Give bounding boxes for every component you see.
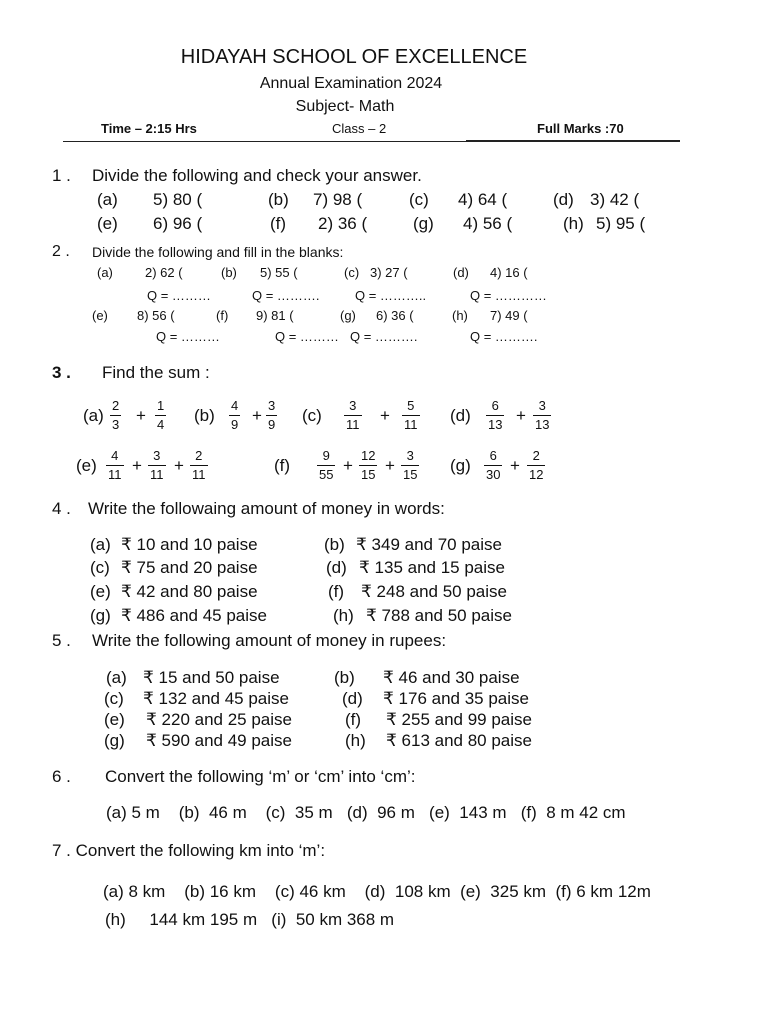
denominator: 9 [231, 417, 239, 433]
q1-item-label: (a) [97, 190, 118, 209]
plus-sign: + [132, 456, 142, 475]
q3-fraction [527, 448, 545, 484]
q3-fraction [155, 398, 166, 434]
q2-item-expr: 4) 16 ( [490, 265, 528, 280]
numerator: 2 [532, 448, 540, 463]
q1-item-expr: 3) 42 ( [590, 190, 640, 209]
numerator: 3 [349, 398, 357, 413]
q3-text: Find the sum : [102, 363, 210, 382]
q2-item-label: (f) [216, 308, 229, 323]
q4-item-text: ₹ 788 and 50 paise [366, 606, 512, 625]
q4-item-label: (g) [90, 606, 111, 625]
numerator: 12 [361, 448, 376, 463]
q3-fraction [486, 398, 504, 434]
q2-item-expr: 8) 56 ( [137, 308, 175, 323]
q4-text: Write the followaing amount of money in words: [88, 499, 445, 518]
q5-item-text: ₹ 15 and 50 paise [143, 668, 280, 687]
school-name: HIDAYAH SCHOOL OF EXCELLENCE [180, 46, 528, 68]
q5-item-label: (e) [104, 710, 125, 729]
q5-number: 5 . [52, 631, 71, 650]
q4-item-text: ₹ 42 and 80 paise [121, 582, 258, 601]
denominator: 15 [403, 467, 418, 483]
q4-item-text: ₹ 75 and 20 paise [121, 558, 258, 577]
denominator: 11 [150, 467, 164, 483]
q1-item-label: (e) [97, 214, 118, 233]
q3-item-label: (a) [83, 406, 104, 425]
q2-quotient-blank: Q = ………. [470, 329, 538, 344]
numerator: 3 [406, 448, 414, 463]
denominator: 13 [488, 417, 503, 433]
q5-item-text: ₹ 220 and 25 paise [146, 710, 292, 729]
q5-item-label: (d) [342, 689, 363, 708]
q1-item-label: (d) [553, 190, 574, 209]
numerator: 4 [111, 448, 119, 463]
q2-quotient-blank: Q = ……….. [355, 288, 427, 303]
q2-quotient-blank: Q = ………. [252, 288, 320, 303]
q5-item-label: (h) [345, 731, 366, 750]
q3-fraction [402, 398, 420, 434]
q1-item-expr: 5) 95 ( [596, 214, 646, 233]
q3-fraction [484, 448, 502, 484]
q2-number: 2 . [52, 243, 70, 260]
q6-text: Convert the following ‘m’ or ‘cm’ into ‘cm’: [105, 767, 416, 786]
q7-items-line2: (h) 144 km 195 m (i) 50 km 368 m [105, 910, 395, 929]
q3-item-label: (e) [76, 456, 97, 475]
q3-fraction [148, 448, 166, 484]
denominator: 30 [486, 467, 501, 483]
q2-item-label: (d) [453, 265, 469, 280]
q5-text: Write the following amount of money in rupees: [92, 631, 447, 650]
q2-item-label: (b) [221, 265, 237, 280]
q2-item-label: (e) [92, 308, 108, 323]
q4-number: 4 . [52, 499, 71, 518]
numerator: 3 [268, 398, 276, 413]
denominator: 11 [108, 467, 122, 483]
plus-sign: + [380, 406, 390, 425]
q2-item-expr: 5) 55 ( [260, 265, 298, 280]
q2-item-label: (g) [340, 308, 356, 323]
denominator: 13 [535, 417, 550, 433]
q2-quotient-blank: Q = ………… [470, 288, 547, 303]
q5-item-text: ₹ 255 and 99 paise [386, 710, 532, 729]
q4-item-text: ₹ 248 and 50 paise [361, 582, 507, 601]
header-rule-accent [466, 140, 680, 142]
exam-title: Annual Examination 2024 [259, 75, 443, 92]
q1-text: Divide the following and check your answer. [92, 166, 422, 185]
q2-text: Divide the following and fill in the blanks: [92, 244, 344, 260]
plus-sign: + [343, 456, 353, 475]
q5-item-text: ₹ 132 and 45 paise [143, 689, 289, 708]
plus-sign: + [174, 456, 184, 475]
q2-item-label: (c) [344, 265, 360, 280]
q4-item-text: ₹ 135 and 15 paise [359, 558, 505, 577]
q3-item-label: (c) [302, 406, 322, 425]
q2-item-expr: 3) 27 ( [370, 265, 408, 280]
denominator: 55 [319, 467, 334, 483]
exam-class: Class – 2 [332, 121, 387, 136]
q2-quotient-blank: Q = ……… [156, 329, 220, 344]
q4-item-label: (f) [328, 582, 345, 601]
q5-item-label: (g) [104, 731, 125, 750]
q1-item-label: (f) [270, 214, 287, 233]
full-marks: Full Marks :70 [537, 121, 624, 136]
q2-item-label: (a) [97, 265, 113, 280]
q3-number: 3 . [52, 363, 71, 382]
denominator: 4 [157, 417, 165, 433]
q1-item-label: (h) [563, 214, 584, 233]
q5-item-label: (a) [106, 668, 127, 687]
q1-number: 1 . [52, 166, 71, 185]
q2-item-expr: 9) 81 ( [256, 308, 294, 323]
plus-sign: + [516, 406, 526, 425]
q2-item-expr: 7) 49 ( [490, 308, 528, 323]
numerator: 4 [231, 398, 239, 413]
q5-item-text: ₹ 46 and 30 paise [383, 668, 520, 687]
q3-fraction [229, 398, 240, 434]
q3-fraction [533, 398, 551, 434]
numerator: 2 [112, 398, 120, 413]
q3-fraction [110, 398, 121, 434]
q7-items-line1: (a) 8 km (b) 16 km (c) 46 km (d) 108 km (e) 325 km (f) 6 km 12m [103, 882, 651, 901]
denominator: 15 [361, 467, 376, 483]
q3-fraction [344, 398, 362, 434]
q3-fraction [190, 448, 208, 484]
q5-item-text: ₹ 176 and 35 paise [383, 689, 529, 708]
denominator: 11 [192, 467, 206, 483]
q3-item-label: (d) [450, 406, 471, 425]
denominator: 9 [268, 417, 276, 433]
q3-fraction [266, 398, 277, 434]
q3-fraction [317, 448, 335, 484]
q3-fraction [359, 448, 377, 484]
q2-quotient-blank: Q = ………. [350, 329, 418, 344]
numerator: 1 [157, 398, 165, 413]
exam-time: Time – 2:15 Hrs [101, 121, 197, 136]
q2-item-expr: 6) 36 ( [376, 308, 414, 323]
q4-item-label: (d) [326, 558, 347, 577]
q3-item-label: (g) [450, 456, 471, 475]
q5-item-text: ₹ 613 and 80 paise [386, 731, 532, 750]
q1-item-label: (b) [268, 190, 289, 209]
q1-item-expr: 6) 96 ( [153, 214, 203, 233]
numerator: 9 [322, 448, 330, 463]
q3-fraction [401, 448, 419, 484]
q1-item-expr: 2) 36 ( [318, 214, 368, 233]
denominator: 12 [529, 467, 544, 483]
q3-fraction [106, 448, 124, 484]
numerator: 6 [489, 448, 497, 463]
q4-item-label: (a) [90, 535, 111, 554]
q2-item-label: (h) [452, 308, 468, 323]
numerator: 3 [538, 398, 546, 413]
q5-item-text: ₹ 590 and 49 paise [146, 731, 292, 750]
q3-item-label: (f) [274, 456, 291, 475]
numerator: 3 [153, 448, 161, 463]
q4-item-label: (e) [90, 582, 111, 601]
q4-item-label: (b) [324, 535, 345, 554]
q1-item-label: (g) [413, 214, 434, 233]
plus-sign: + [510, 456, 520, 475]
q4-item-label: (c) [90, 558, 110, 577]
numerator: 2 [195, 448, 203, 463]
plus-sign: + [252, 406, 262, 425]
q1-item-expr: 5) 80 ( [153, 190, 203, 209]
denominator: 3 [112, 417, 120, 433]
q2-quotient-blank: Q = ……… [275, 329, 339, 344]
subject-title: Subject- Math [295, 98, 395, 115]
q1-item-expr: 4) 56 ( [463, 214, 513, 233]
plus-sign: + [136, 406, 146, 425]
q5-item-label: (f) [345, 710, 362, 729]
q6-number: 6 . [52, 767, 71, 786]
q3-item-label: (b) [194, 406, 215, 425]
q5-item-label: (c) [104, 689, 124, 708]
denominator: 11 [346, 417, 360, 433]
q4-item-text: ₹ 10 and 10 paise [121, 535, 258, 554]
numerator: 6 [491, 398, 499, 413]
q1-item-expr: 7) 98 ( [313, 190, 363, 209]
numerator: 5 [407, 398, 415, 413]
q6-items: (a) 5 m (b) 46 m (c) 35 m (d) 96 m (e) 143 m (f) 8 m 42 cm [106, 803, 626, 822]
plus-sign: + [385, 456, 395, 475]
q4-item-label: (h) [333, 606, 354, 625]
q4-item-text: ₹ 349 and 70 paise [356, 535, 502, 554]
q7-heading: 7 . Convert the following km into ‘m’: [52, 841, 326, 860]
q4-item-text: ₹ 486 and 45 paise [121, 606, 267, 625]
q1-item-label: (c) [409, 190, 429, 209]
denominator: 11 [404, 417, 418, 433]
q1-item-expr: 4) 64 ( [458, 190, 508, 209]
q2-quotient-blank: Q = ……… [147, 288, 211, 303]
q2-item-expr: 2) 62 ( [145, 265, 183, 280]
q5-item-label: (b) [334, 668, 355, 687]
